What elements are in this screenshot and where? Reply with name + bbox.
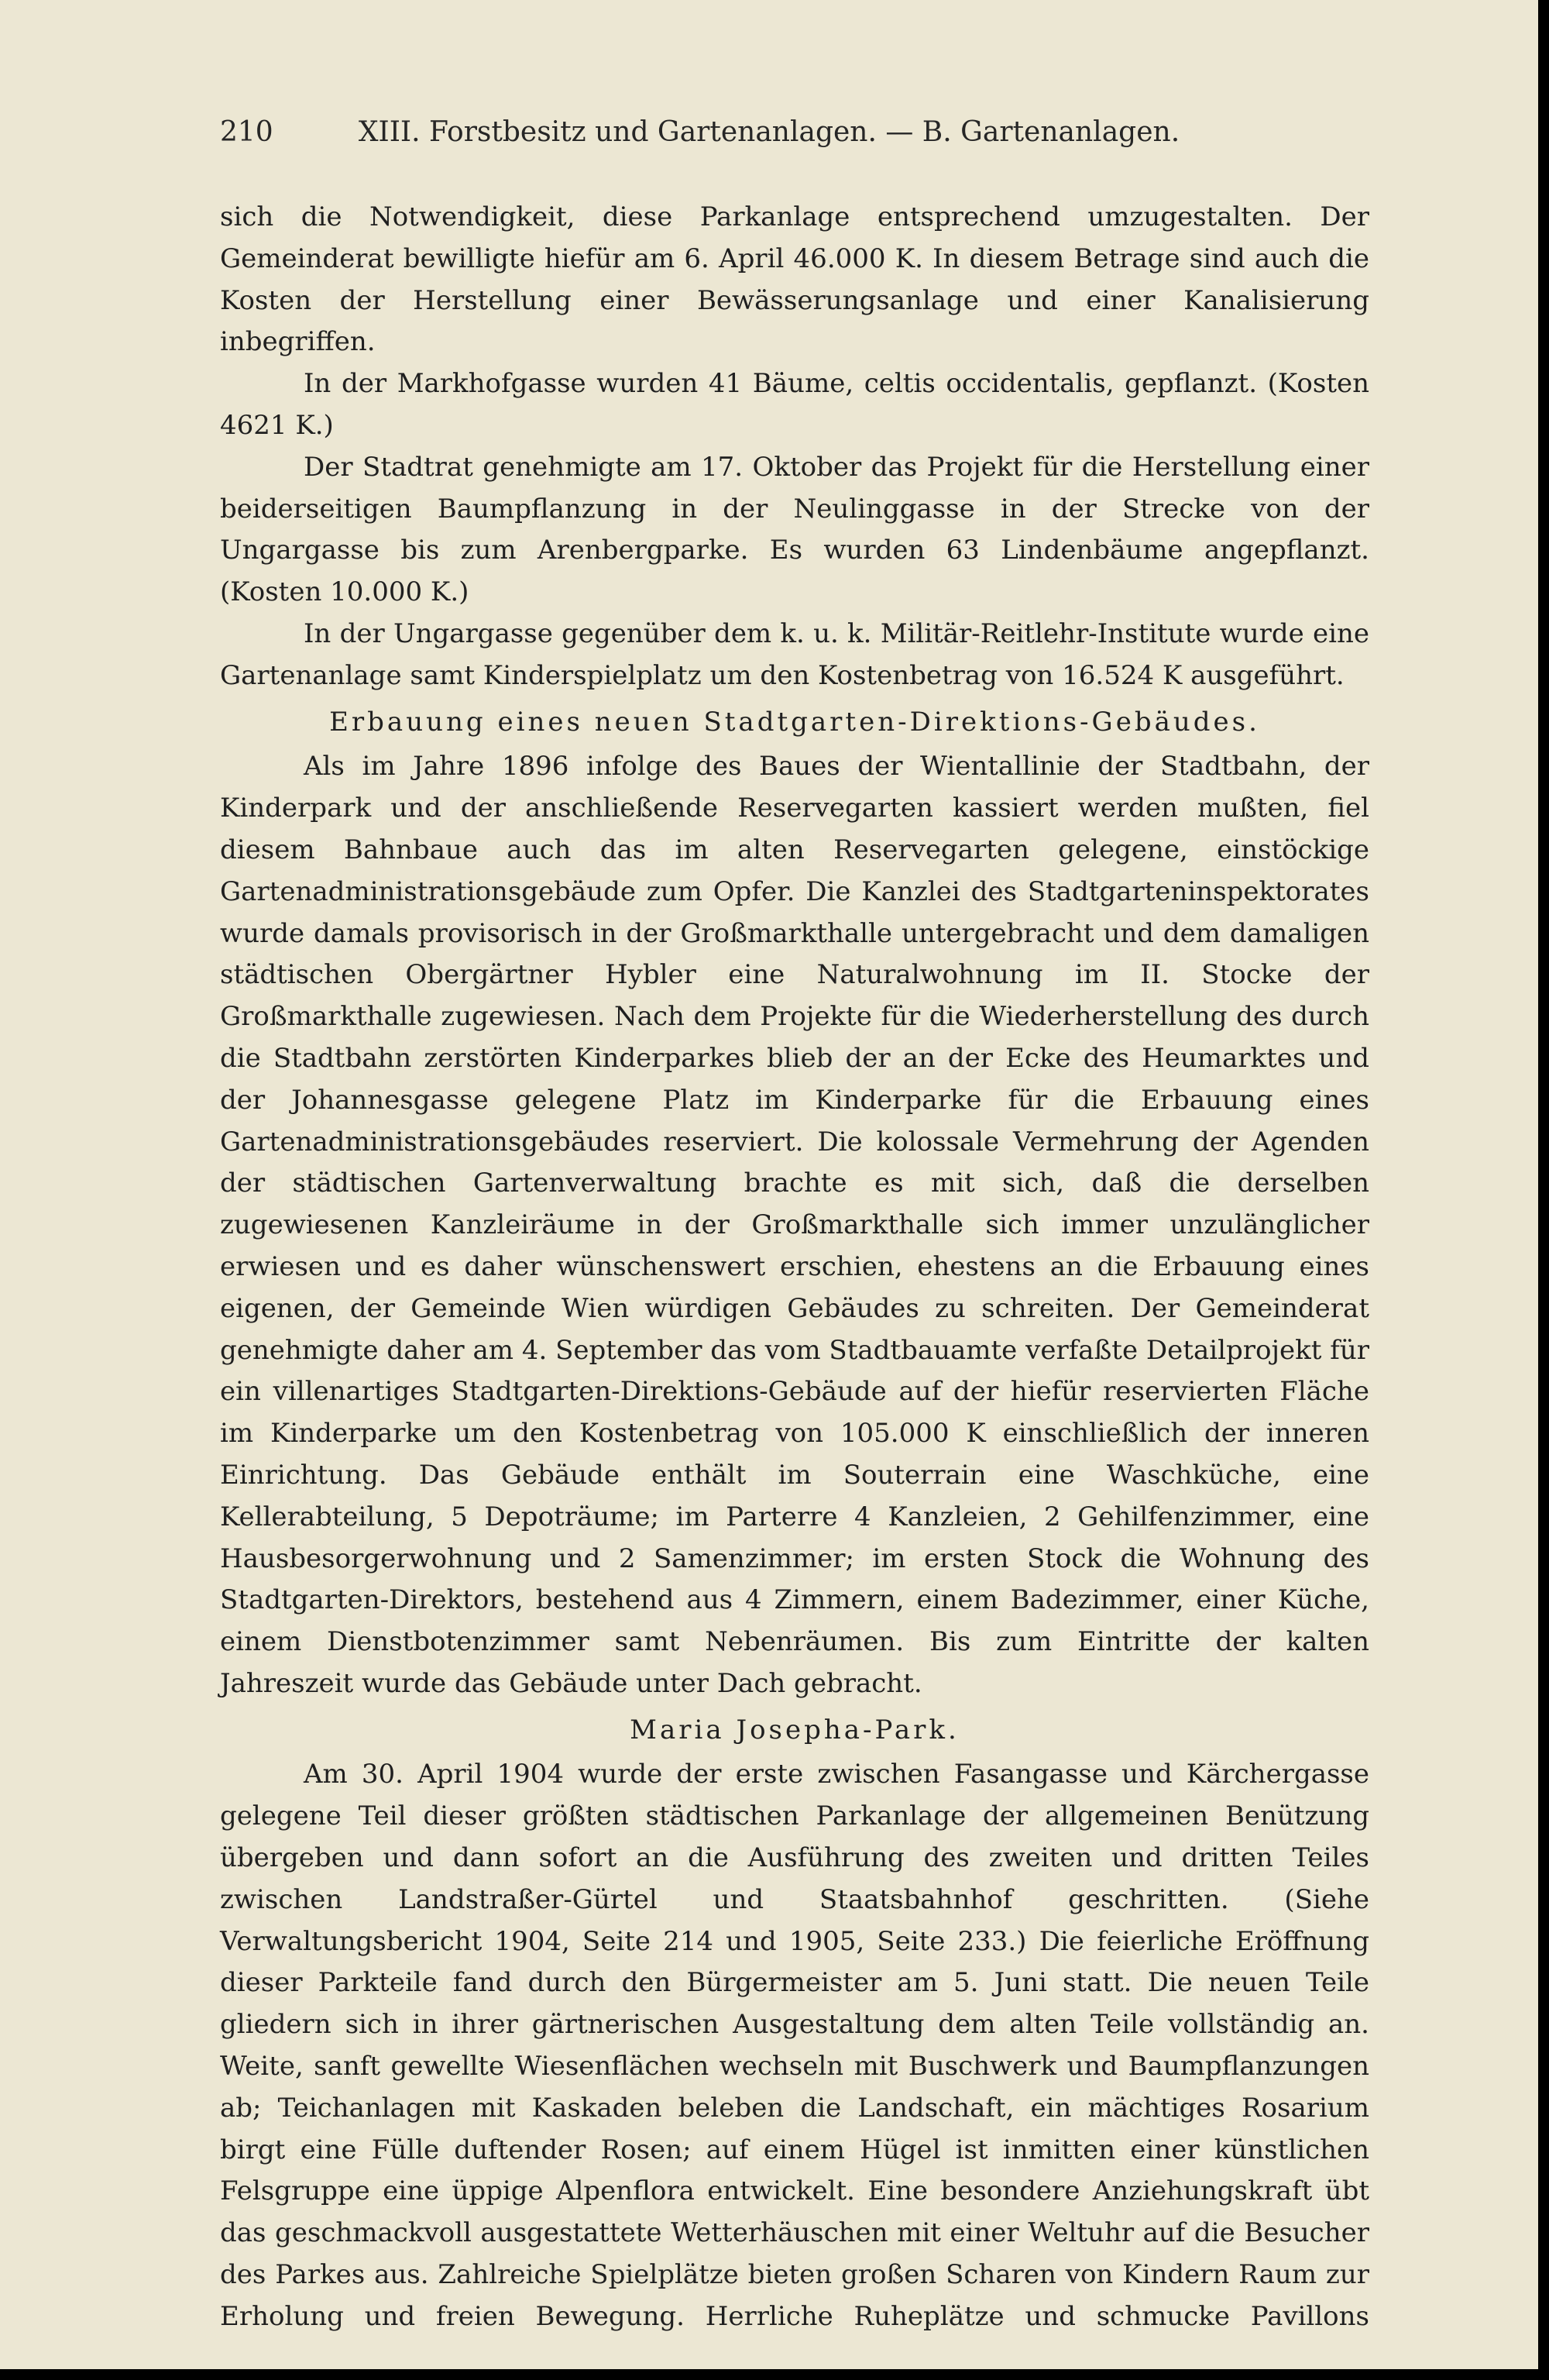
paragraph-3: Der Stadtrat genehmigte am 17. Oktober das Projekt für die Herstellung einer beiderseitigen Baumpflanzung in der Neulinggasse in der Strecke von der Ungargasse bis zum Arenbergparke. Es wurden 63 Lindenbäume angepflanzt. (Kosten 10.000 K.) xyxy=(220,451,1369,608)
paragraph-2: In der Markhofgasse wurden 41 Bäume, celtis occidentalis, gepflanzt. (Kosten 4621 K.) xyxy=(220,368,1369,441)
paragraph-4: In der Ungargasse gegenüber dem k. u. k. Militär-Reitlehr-Institute wurde eine Gartenanlage samt Kinderspielplatz um den Kostenbetrag von 16.524 K ausgeführt. xyxy=(220,617,1369,691)
section-heading-stadtgarten-direktion: Erbauung eines neuen Stadtgarten-Direktions-Gebäudes. xyxy=(329,706,1260,738)
paragraph-5: Als im Jahre 1896 infolge des Baues der Wientallinie der Stadtbahn, der Kinderpark und der anschließende Reservegarten kassiert werden mußten, fiel diesem Bahnbaue auch das im alten Reservegarten gelegene, einstöckige Gartenadministrationsgebäude zum Opfer. Die Kanzlei des Stadtgarteninspektorates wurde damals provisorisch in der Großmarkthalle untergebracht und dem damaligen städtischen Obergärtner Hybler eine Naturalwohnung im II. Stocke der Großmarkthalle zugewiesen. Nach dem Projekte für die Wiederherstellung des durch die Stadtbahn zerstörten Kinderparkes blieb der an der Ecke des Heumarktes und der Johannesgasse gelegene Platz im Kinderparke für die Erbauung eines Gartenadministrationsgebäudes reserviert. Die kolossale Vermehrung der Agenden der städtischen Gartenverwaltung brachte es mit sich, daß die derselben zugewiesenen Kanzleiräume in der Großmarkthalle sich immer unzulänglicher erwiesen und es daher wünschenswert erschien, ehestens an die Erbauung eines eigenen, der Gemeinde Wien würdigen Gebäudes zu schreiten. Der Gemeinderat genehmigte daher am 4. September das vom Stadtbauamte verfaßte Detailprojekt für ein villenartiges Stadtgarten-Direktions-Gebäude auf der hiefür reservierten Fläche im Kinderparke um den Kostenbetrag von 105.000 K einschließlich der inneren Einrichtung. Das Gebäude enthält im Souterrain eine Waschküche, eine Kellerabteilung, 5 Depoträume; im Parterre 4 Kanzleien, 2 Gehilfenzimmer, eine Hausbesorgerwohnung und 2 Samenzimmer; im ersten Stock die Wohnung des Stadtgarten-Direktors, bestehend aus 4 Zimmern, einem Badezimmer, einer Küche, einem Dienstbotenzimmer samt Nebenräumen. Bis zum Eintritte der kalten Jahreszeit wurde das Gebäude unter Dach gebracht. xyxy=(220,751,1369,1699)
page-body xyxy=(220,197,1369,2338)
running-head xyxy=(220,105,1318,160)
page-number: 210 xyxy=(220,116,273,148)
paragraph-1: sich die Notwendigkeit, diese Parkanlage entsprechend umzugestalten. Der Gemeinderat bewilligte hiefür am 6. April 46.000 K. In diesem Betrage sind auch die Kosten der Herstellung einer Bewässerungsanlage und einer Kanalisierung inbegriffen. xyxy=(220,201,1369,358)
paragraph-6: Am 30. April 1904 wurde der erste zwischen Fasangasse und Kärchergasse gelegene Teil dieser größten städtischen Parkanlage der allgemeinen Benützung übergeben und dann sofort an die Ausführung des zweiten und dritten Teiles zwischen Landstraßer-Gürtel und Staatsbahnhof geschritten. (Siehe Verwaltungsbericht 1904, Seite 214 und 1905, Seite 233.) Die feierliche Eröffnung dieser Parkteile fand durch den Bürgermeister am 5. Juni statt. Die neuen Teile gliedern sich in ihrer gärtnerischen Ausgestaltung dem alten Teile vollständig an. Weite, sanft gewellte Wiesenflächen wechseln mit Buschwerk und Baumpflanzungen ab; Teichanlagen mit Kaskaden beleben die Landschaft, ein mächtiges Rosarium birgt eine Fülle duftender Rosen; auf einem Hügel ist inmitten einer künstlichen Felsgruppe eine üppige Alpenflora entwickelt. Eine besondere Anziehungskraft übt das geschmackvoll ausgestattete Wetterhäuschen mit einer Weltuhr auf die Besucher des Parkes aus. Zahlreiche Spielplätze bieten großen Scharen von Kindern Raum zur Erholung und freien Bewegung. Herrliche Ruheplätze und schmucke Pavillons xyxy=(220,1759,1369,2332)
section-heading-maria-josepha-park: Maria Josepha-Park. xyxy=(630,1714,960,1745)
running-head-title: XIII. Forstbesitz und Gartenanlagen. — B. Gartenanlagen. xyxy=(358,116,1180,148)
